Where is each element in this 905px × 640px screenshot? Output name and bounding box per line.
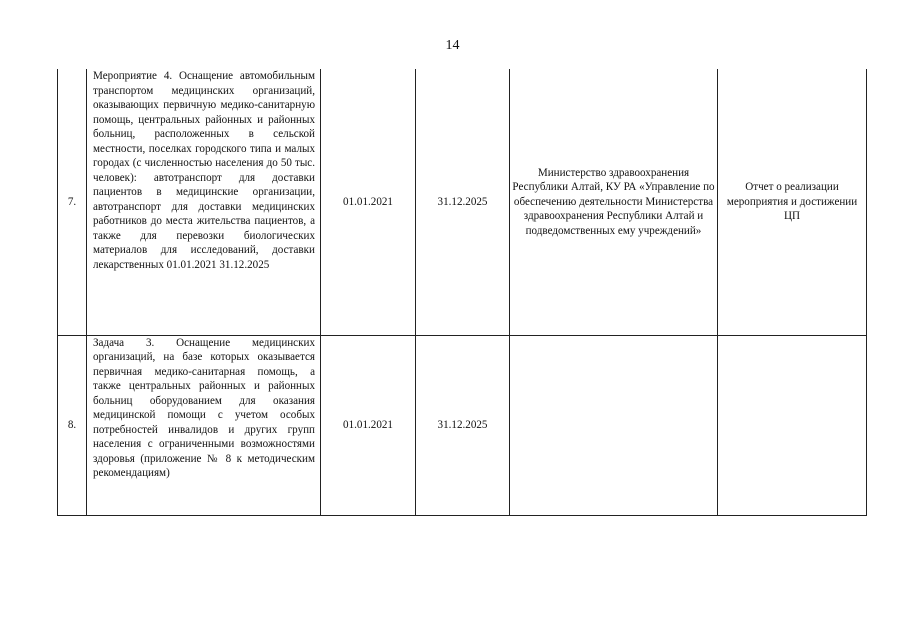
end-date: 31.12.2025 <box>416 335 510 515</box>
activity-description-text: Мероприятие 4. Оснащение автомобильным транспортом медицинских организаций, оказывающих первичную медико-санитарную помощь, центральных районных и районных больниц, расположенных в сельской местности, поселках городского типа и малых городах (с численностью населения до 50 тыс. человек): автотранспорт для доставки пациентов в медицинские организации, автотранспорт для доставки медицинских работников до места жительства пациентов, а также для перевозки биологических материалов для исследований, доставки лекарственных 01.01.2021 31.12.2025 <box>93 70 315 271</box>
start-date: 01.01.2021 <box>321 69 416 335</box>
page-number: 14 <box>445 38 460 53</box>
row-number: 8. <box>58 335 87 515</box>
activity-description <box>87 69 321 335</box>
start-date: 01.01.2021 <box>321 335 416 515</box>
table-row <box>58 69 867 335</box>
responsible-executor: Министерство здравоохранения Республики Алтай, КУ РА «Управление по обеспечению деятельности Министерства здравоохранения Республики Алтай и подведомственных ему учреждений» <box>510 69 718 335</box>
activity-description-text: Задача 3. Оснащение медицинских организаций, на базе которых оказывается первичная медико-санитарная помощь, а также центральных районных и районных больниц оборудованием для оказания медицинской помощи с учетом особых потребностей инвалидов и других групп населения с ограниченными возможностями здоровья (приложение № 8 к методическим рекомендациям) <box>93 336 315 479</box>
expected-result <box>718 335 867 515</box>
responsible-executor <box>510 335 718 515</box>
end-date: 31.12.2025 <box>416 69 510 335</box>
expected-result: Отчет о реализации мероприятия и достижении ЦП <box>718 69 867 335</box>
row-number: 7. <box>58 69 87 335</box>
activity-description <box>87 335 321 515</box>
activities-table <box>57 69 867 516</box>
table-row <box>58 335 867 515</box>
